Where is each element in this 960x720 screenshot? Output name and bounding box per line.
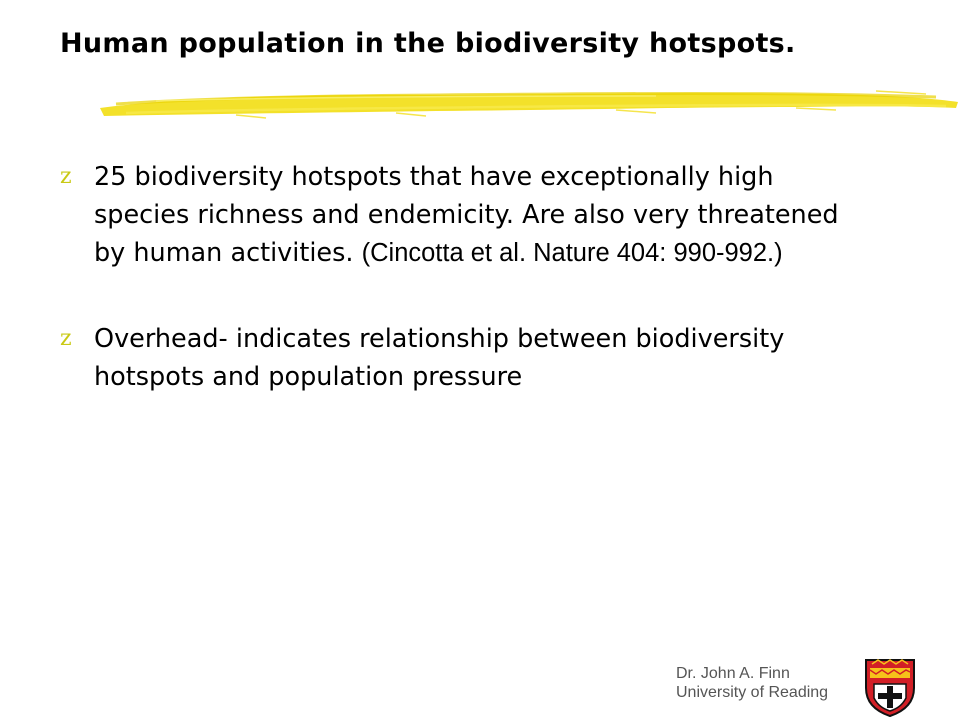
citation: (Cincotta et al. Nature 404: 990-992.) (361, 239, 783, 267)
bullet-text (94, 158, 874, 272)
footer-credit (676, 664, 828, 702)
bullet-mark-icon: z (60, 326, 72, 351)
bullet-body: Overhead- indicates relationship between biodiversity hotspots and population pressure (94, 324, 785, 392)
footer-author: Dr. John A. Finn (676, 665, 790, 682)
bullet-item (58, 320, 938, 396)
brush-stroke-decoration (96, 82, 960, 124)
bullet-body: 25 biodiversity hotspots that have exceptionally high species richness and endemicity. Are also very threatened by human activities. (94, 162, 839, 268)
bullet-item (58, 158, 938, 272)
university-crest-icon (864, 658, 916, 718)
slide-title: Human population in the biodiversity hotspots. (60, 28, 796, 59)
bullet-list (58, 158, 938, 396)
bullet-mark-icon: z (60, 164, 72, 189)
footer-institution: University of Reading (676, 684, 829, 701)
bullet-text (94, 320, 874, 396)
